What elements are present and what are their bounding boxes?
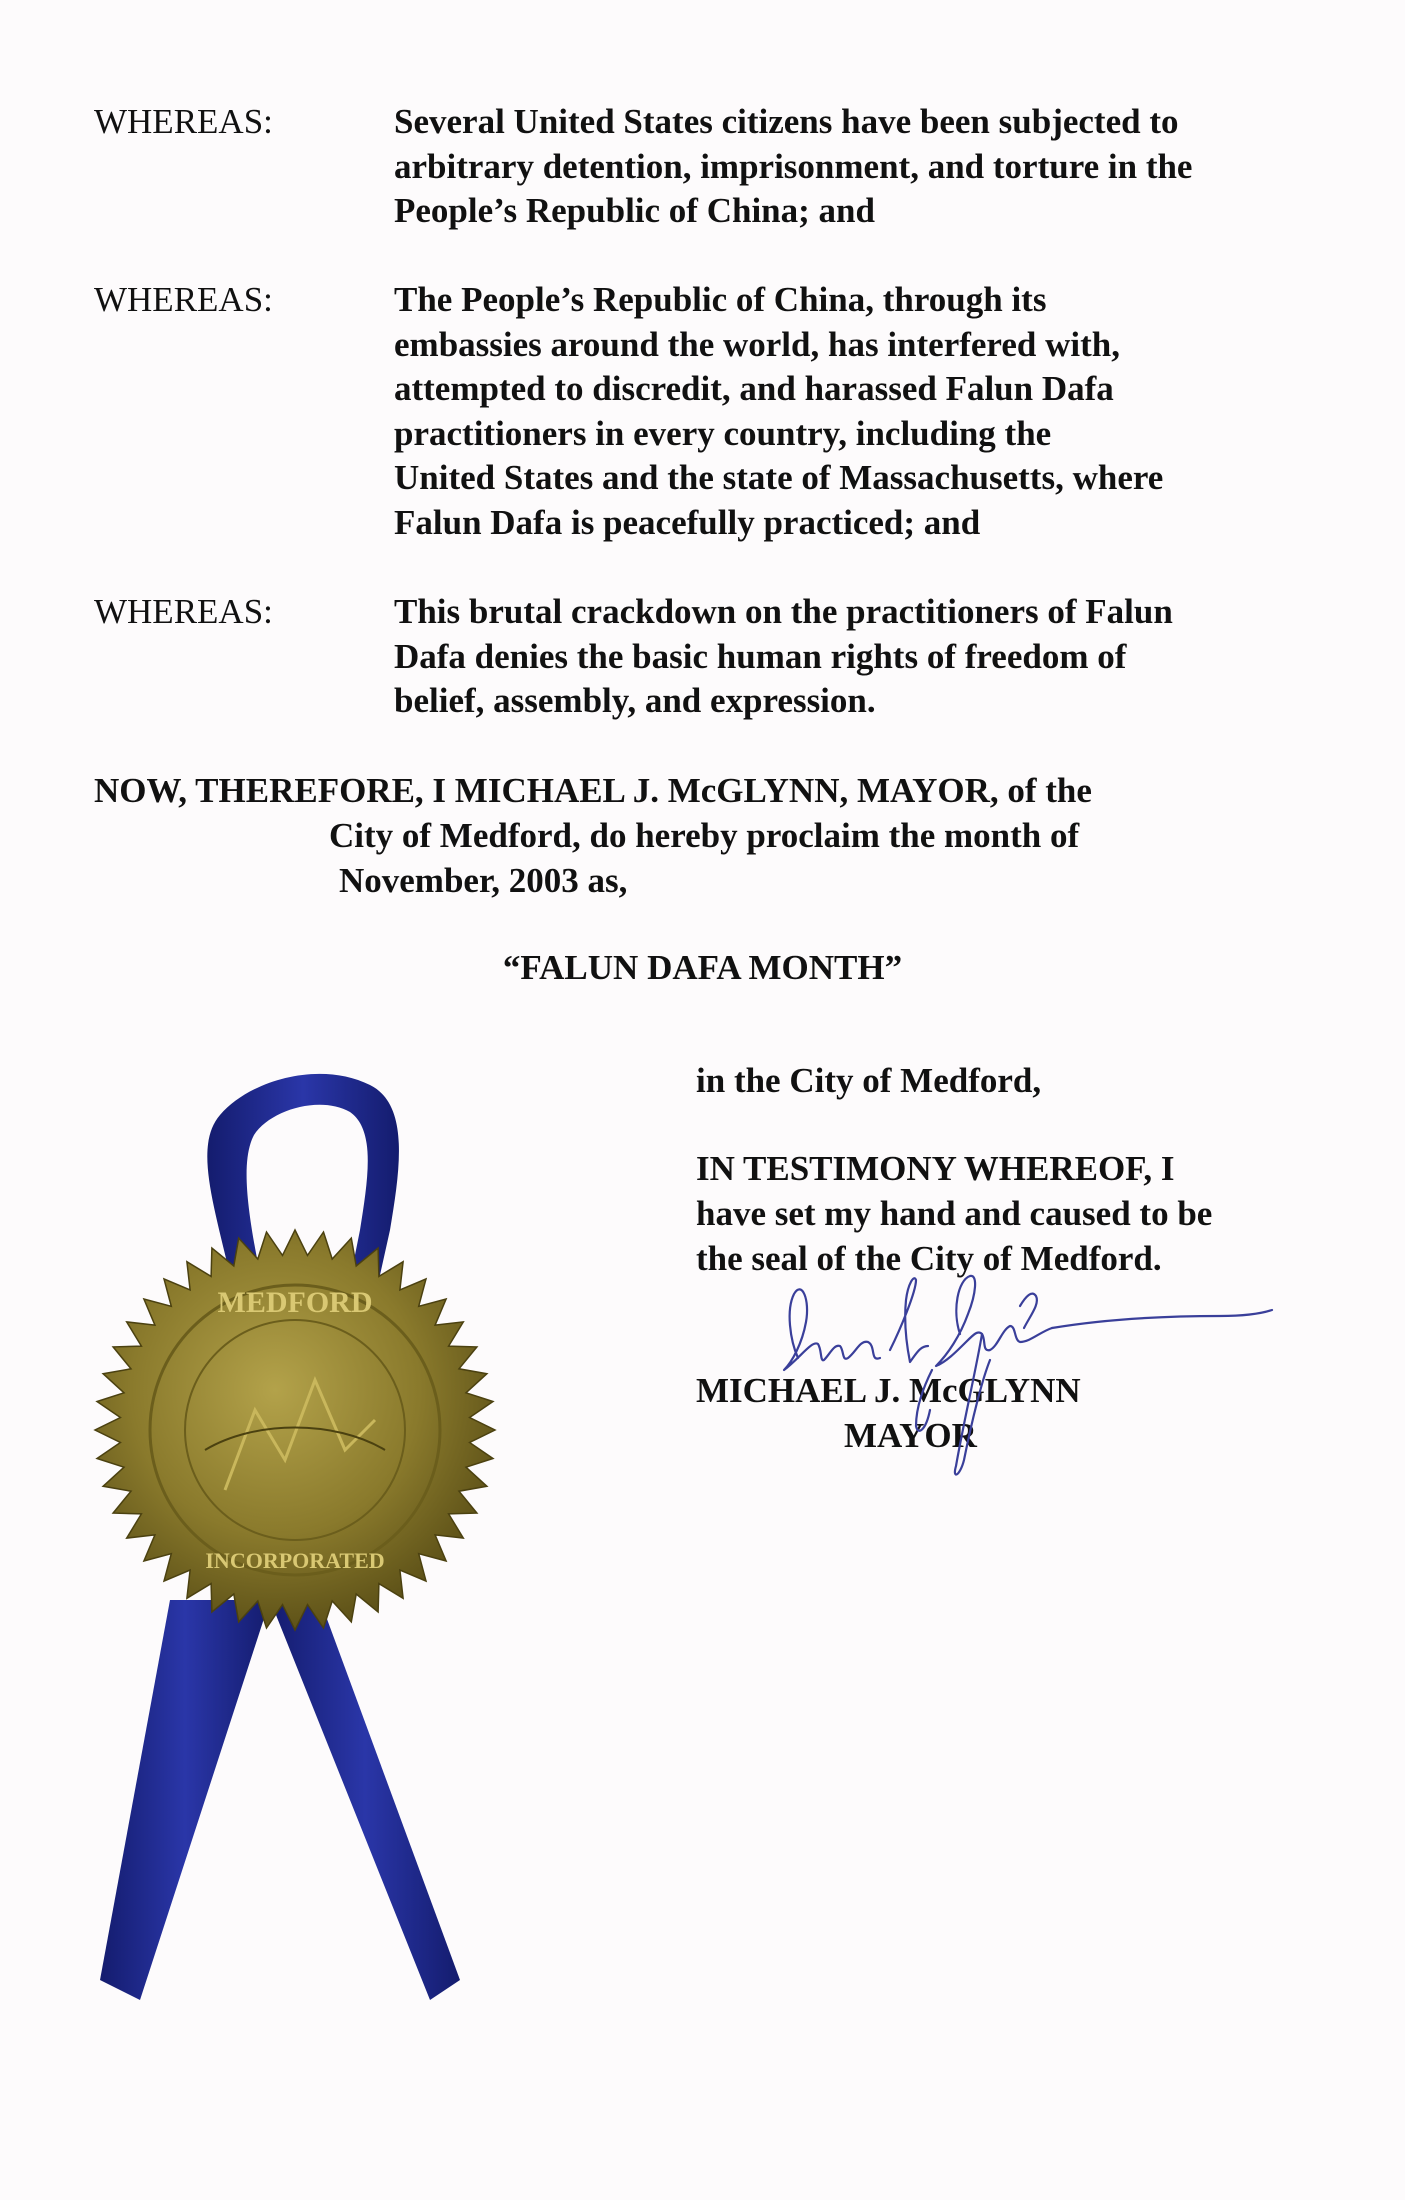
location-line [696,1058,1041,1103]
proclamation-title: “FALUN DAFA MONTH” [502,948,903,987]
signatory-title: MAYOR [844,1416,977,1455]
whereas-label: WHEREAS: [94,280,273,319]
clause-line: attempted to discredit, and harassed Falun Dafa [394,369,1114,408]
signatory-name: MICHAEL J. McGLYNN [696,1371,1081,1410]
clause-line: Several United States citizens have been subjected to [394,102,1179,141]
whereas-text [394,100,1334,234]
testimony-line: IN TESTIMONY WHEREOF, I [696,1149,1175,1188]
clause-line: Falun Dafa is peacefully practiced; and [394,502,981,542]
whereas-text [394,278,1334,545]
clause-line: United States and the state of Massachusetts, where [394,458,1164,497]
clause-line: The People’s Republic of China, through its [394,280,1047,319]
clause-line: belief, assembly, and expression. [394,681,876,720]
seal-text-top: MEDFORD [217,1286,373,1319]
testimony-paragraph [696,1146,1212,1281]
clause-line: practitioners in every country, including the [394,413,1052,453]
clause-line: People’s Republic of China; and [394,191,875,230]
clause-line: This brutal crackdown on the practitioners of Falun [394,592,1173,631]
testimony-line: have set my hand and caused to be [696,1194,1213,1233]
seal-text-bottom: INCORPORATED [205,1548,385,1573]
clause-line: embassies around the world, has interfered with, [394,324,1120,364]
therefore-line: November, 2003 as, [339,861,628,900]
therefore-paragraph [94,768,1092,903]
testimony-line: the seal of the City of Medford. [696,1239,1162,1278]
signature-image [720,1270,1280,1530]
whereas-label: WHEREAS: [94,102,273,141]
location-text: in the City of Medford, [696,1061,1042,1100]
therefore-line: City of Medford, do hereby proclaim the month of [329,816,1080,855]
clause-line: arbitrary detention, imprisonment, and torture in the [394,146,1193,186]
whereas-text [394,590,1334,724]
city-seal-image [70,1040,530,2000]
therefore-line: NOW, THEREFORE, I MICHAEL J. McGLYNN, MAYOR, of the [94,771,1092,810]
whereas-label: WHEREAS: [94,592,273,631]
clause-line: Dafa denies the basic human rights of freedom of [394,636,1127,676]
